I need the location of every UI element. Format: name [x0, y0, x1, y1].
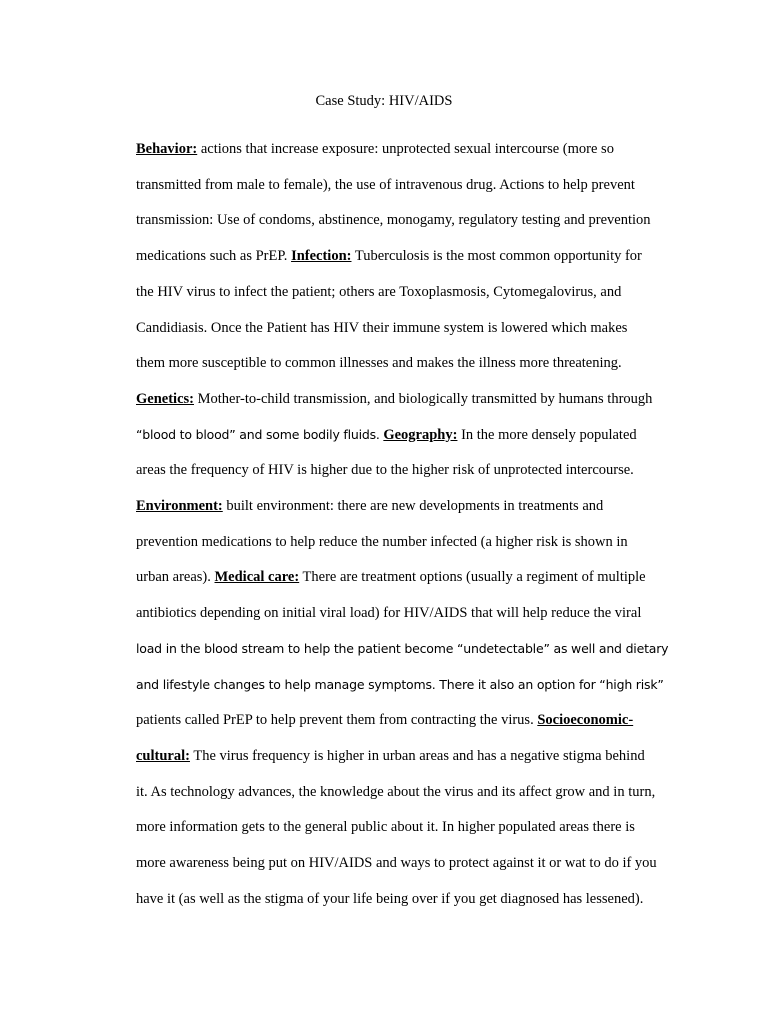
section-heading: Genetics:: [136, 390, 194, 407]
text-segment: actions that increase exposure: unprotected sexual intercourse (more so: [197, 141, 614, 157]
text-line: [136, 676, 664, 694]
text-segment: built environment: there are new developments in treatments and: [222, 498, 604, 514]
section-heading: Medical care:: [214, 569, 300, 586]
text-line: [136, 390, 652, 408]
section-heading: Behavior:: [136, 141, 198, 157]
text-segment: prevention medications to help reduce the number infected (a higher risk is shown in: [136, 533, 628, 550]
text-line: [136, 818, 635, 836]
text-line: [136, 783, 655, 801]
text-line: [136, 747, 645, 765]
text-line: [136, 140, 614, 158]
text-segment: more awareness being put on HIV/AIDS and ways to protect against it or wat to do if you: [136, 855, 657, 871]
text-segment: medications such as PrEP.: [136, 248, 292, 265]
section-heading: Geography:: [383, 426, 458, 443]
text-line: [136, 283, 621, 301]
text-line: [136, 854, 657, 872]
text-line: [136, 711, 633, 729]
text-line: [136, 533, 628, 551]
text-segment: it. As technology advances, the knowledge about the virus and its affect grow and in turn,: [136, 783, 656, 800]
text-segment: transmission: Use of condoms, abstinence, monogamy, regulatory testing and prevention: [136, 212, 651, 229]
text-line: [136, 497, 603, 515]
text-segment: them more susceptible to common illnesses and makes the illness more threatening.: [136, 355, 622, 372]
text-segment: In the more densely populated: [457, 426, 637, 443]
text-segment: “blood to blood” and some bodily fluids.: [136, 426, 380, 442]
text-segment: antibiotics depending on initial viral load) for HIV/AIDS that will help reduce the viral: [136, 605, 642, 622]
text-line: [136, 640, 668, 658]
text-segment: Mother-to-child transmission, and biologically transmitted by humans through: [193, 390, 653, 407]
text-segment: urban areas).: [136, 569, 215, 586]
text-segment: load in the blood stream to help the patient become “undetectable” as well and dietary: [136, 640, 669, 656]
text-line: [136, 176, 635, 194]
text-line: [136, 319, 627, 337]
section-heading: Socioeconomic-: [537, 712, 634, 729]
text-line: [136, 604, 641, 622]
text-segment: Tuberculosis is the most common opportunity for: [351, 248, 642, 265]
text-segment: areas the frequency of HIV is higher due to the higher risk of unprotected intercourse.: [136, 462, 634, 479]
text-segment: have it (as well as the stigma of your life being over if you get diagnosed has lessened).: [136, 890, 644, 907]
text-segment: more information gets to the general public about it. In higher populated areas there is: [136, 819, 635, 836]
text-line: [136, 354, 622, 372]
text-line: [136, 461, 634, 479]
text-segment: the HIV virus to infect the patient; others are Toxoplasmosis, Cytomegalovirus, and: [136, 283, 622, 300]
text-line: [136, 426, 637, 444]
text-segment: There are treatment options (usually a regiment of multiple: [299, 569, 646, 586]
section-heading: Environment:: [136, 498, 223, 514]
text-line: [136, 247, 642, 265]
text-segment: The virus frequency is higher in urban areas and has a negative stigma behind: [189, 747, 645, 764]
text-line: [136, 890, 643, 908]
section-heading: Infection:: [291, 248, 352, 265]
section-heading: cultural:: [136, 747, 190, 764]
text-line: [136, 211, 651, 229]
text-segment: and lifestyle changes to help manage symptoms. There it also an option for “high risk”: [136, 676, 664, 692]
text-segment: transmitted from male to female), the use of intravenous drug. Actions to help prevent: [136, 176, 635, 193]
text-segment: patients called PrEP to help prevent them from contracting the virus.: [136, 712, 538, 729]
text-segment: Candidiasis. Once the Patient has HIV their immune system is lowered which makes: [136, 319, 628, 336]
text-line: [136, 568, 646, 586]
page-title: Case Study: HIV/AIDS: [315, 93, 453, 109]
